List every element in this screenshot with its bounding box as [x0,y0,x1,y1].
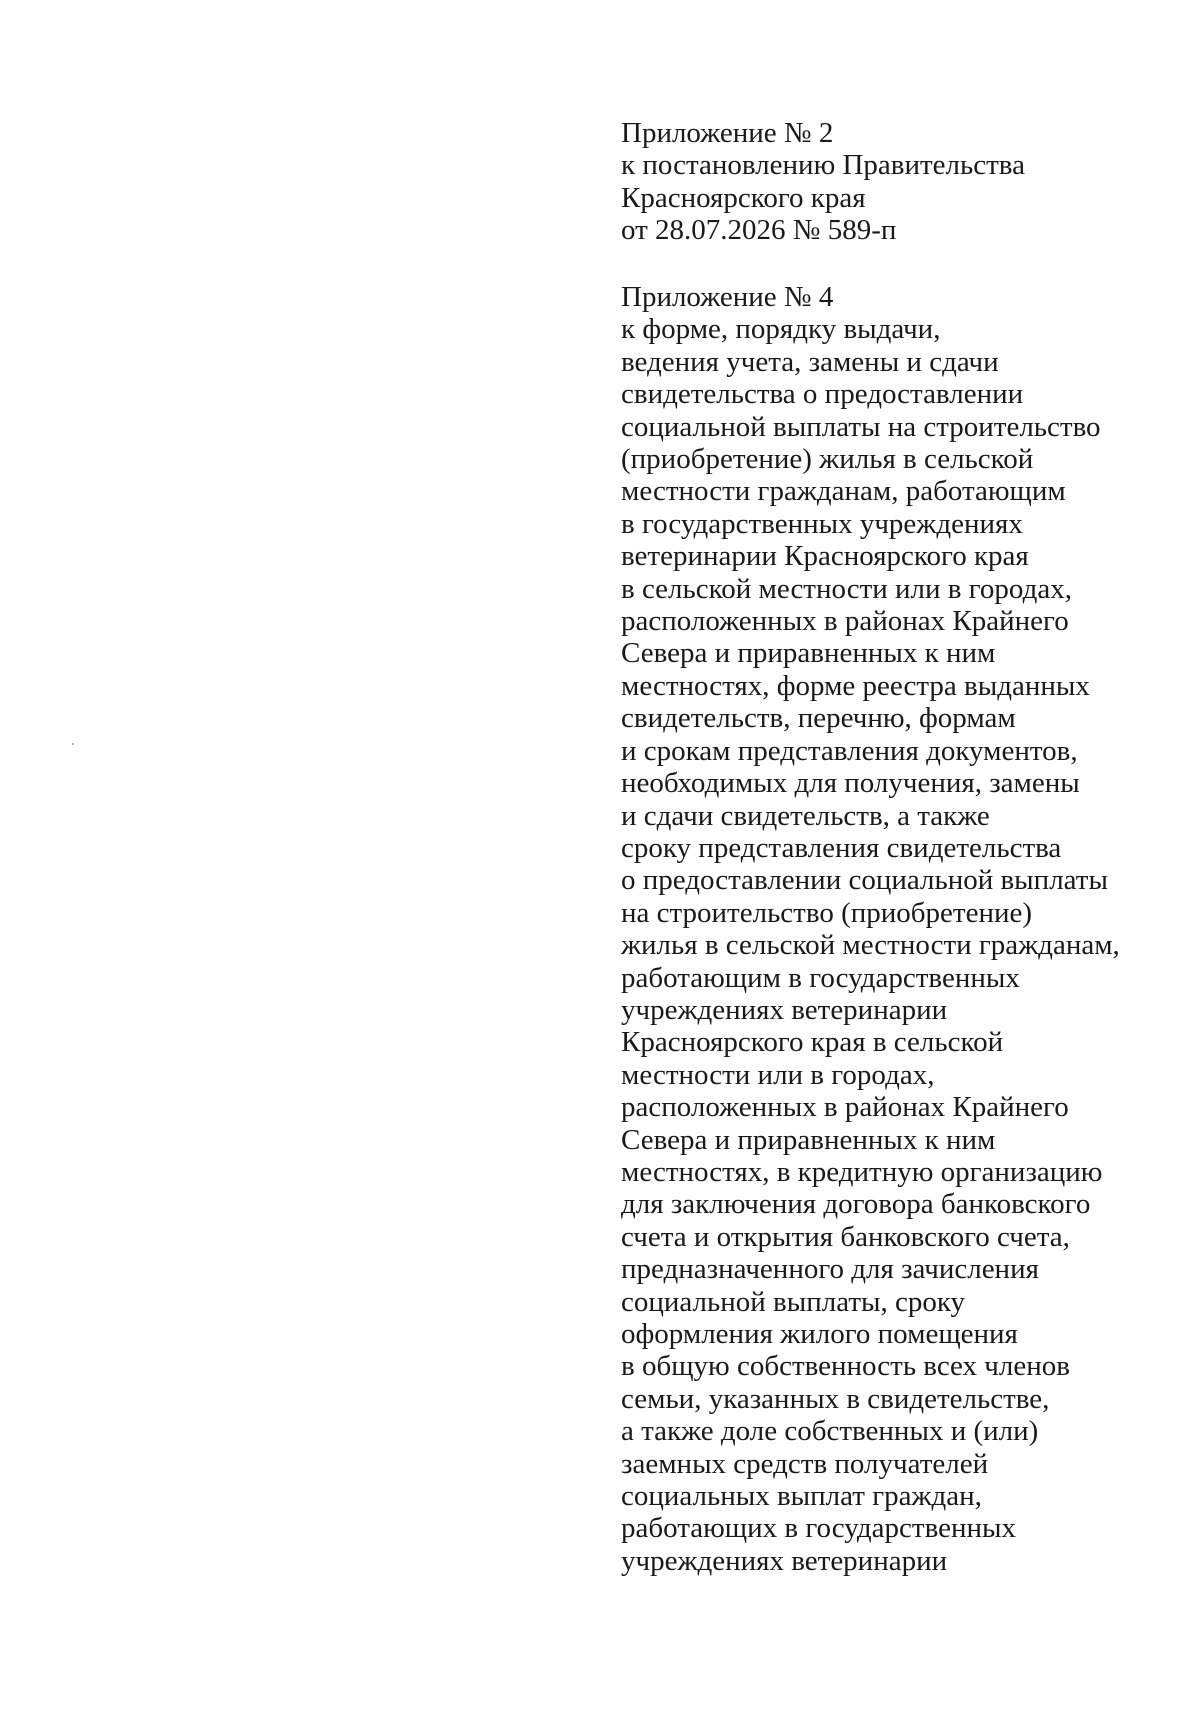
appendix-line: Красноярского края в сельской [621,1026,1004,1059]
scan-speck [72,743,74,745]
appendix-line: социальной выплаты на строительство [621,410,1101,443]
appendix-line: работающим в государственных [621,961,1020,994]
appendix-line: Севера и приравненных к ним [621,637,996,670]
header-line: Приложение № 2 [621,117,834,149]
appendix-line: ветеринарии Красноярского края [621,540,1029,573]
appendix-line: расположенных в районах Крайнего [621,1091,1069,1124]
appendix-line: к форме, порядку выдачи, [621,313,941,346]
appendix-line: расположенных в районах Крайнего [621,605,1069,638]
appendix-line: свидетельств, перечню, формам [621,702,1016,735]
appendix-line: местностях, в кредитную организацию [621,1155,1103,1188]
appendix-line: социальных выплат граждан, [621,1480,982,1513]
appendix-line: в общую собственность всех членов [621,1350,1070,1383]
appendix-line: сроку представления свидетельства [621,831,1062,864]
appendix-line: Севера и приравненных к ним [621,1123,996,1156]
appendix-line: в сельской местности или в городах, [621,572,1072,605]
appendix-line: местности гражданам, работающим [621,475,1066,508]
appendix-line: ведения учета, замены и сдачи [621,345,999,378]
appendix-line: необходимых для получения, замены [621,767,1080,800]
appendix-line: жилья в сельской местности гражданам, [621,929,1120,962]
appendix-attachment-note [621,281,1181,1577]
appendix-line: учреждениях ветеринарии [621,1544,948,1577]
appendix-line: оформления жилого помещения [621,1318,1018,1350]
appendix-line: семьи, указанных в свидетельстве, [621,1382,1050,1415]
header-line: Красноярского края [621,181,866,214]
appendix-line: (приобретение) жилья в сельской [621,443,1034,476]
appendix-line: Приложение № 4 [621,281,834,313]
appendix-line: местностях, форме реестра выданных [621,669,1090,702]
appendix-line: социальной выплаты, сроку [621,1285,966,1318]
appendix-line: учреждениях ветеринарии [621,993,948,1026]
header-line: от 28.07.2026 № 589-п [621,214,897,247]
appendix-line: работающих в государственных [621,1512,1016,1545]
appendix-line: а также доле собственных и (или) [621,1415,1039,1448]
appendix-line: заемных средств получателей [621,1447,989,1480]
header-line: к постановлению Правительства [621,149,1025,182]
header-attachment-note [621,117,1181,247]
appendix-line: свидетельства о предоставлении [621,378,1024,411]
appendix-line: в государственных учреждениях [621,507,1023,540]
appendix-line: о предоставлении социальной выплаты [621,864,1108,897]
appendix-line: местности или в городах, [621,1058,935,1091]
appendix-line: предназначенного для зачисления [621,1253,1039,1286]
appendix-line: на строительство (приобретение) [621,896,1033,929]
appendix-line: и срокам представления документов, [621,734,1078,767]
appendix-line: для заключения договора банковского [621,1188,1091,1221]
appendix-line: и сдачи свидетельств, а также [621,799,990,832]
appendix-line: счета и открытия банковского счета, [621,1220,1070,1253]
